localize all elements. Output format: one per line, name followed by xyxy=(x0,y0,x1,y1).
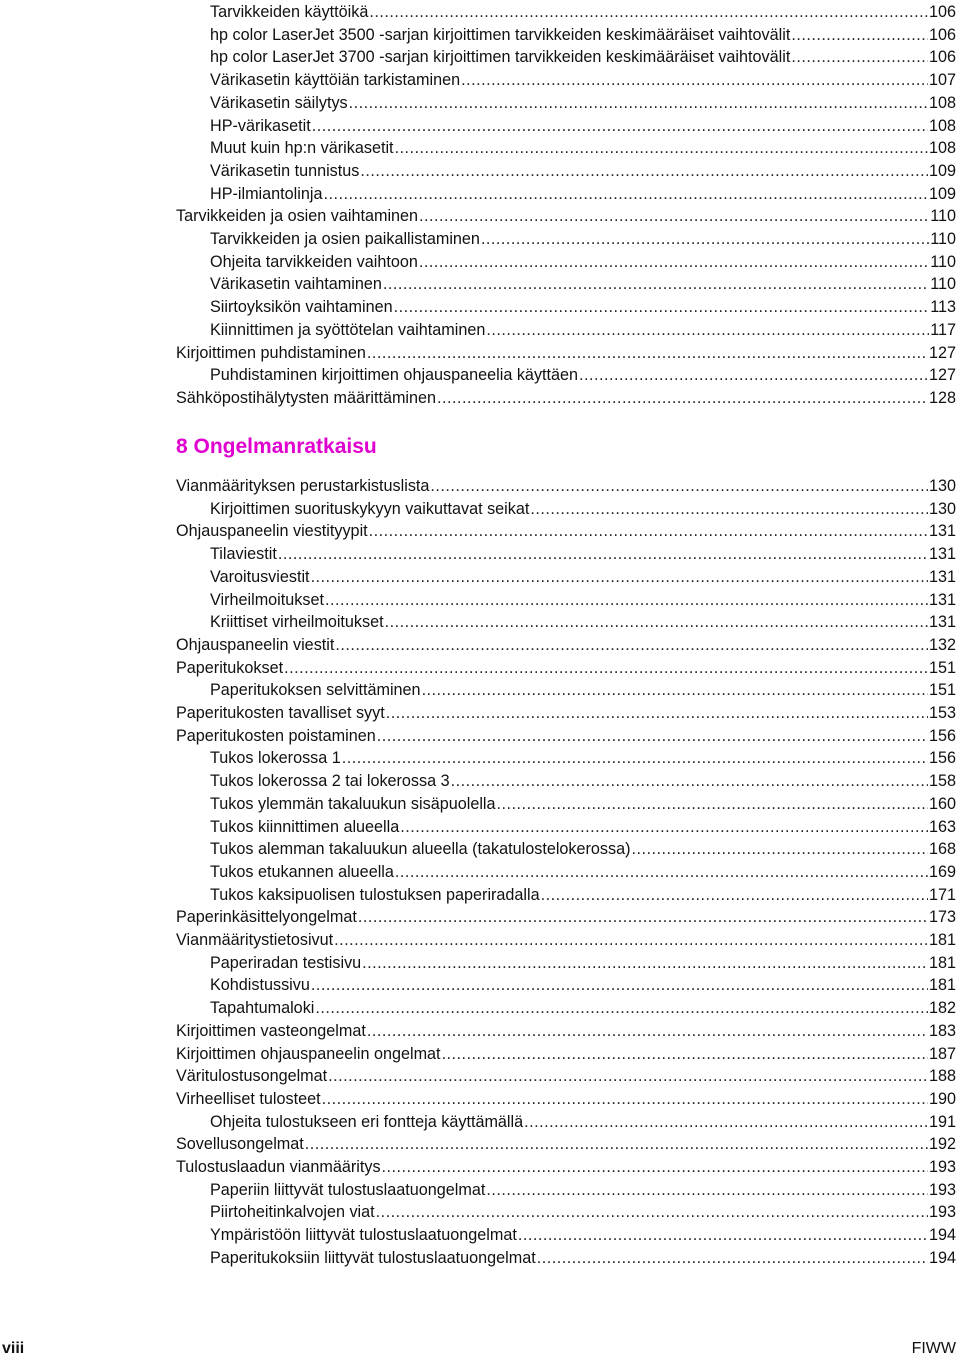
footer-page-number: viii xyxy=(2,1340,25,1357)
toc-entry-page: 191 xyxy=(928,1112,956,1131)
toc-entry[interactable] xyxy=(210,22,956,44)
dot-leader xyxy=(328,1067,928,1085)
dot-leader xyxy=(481,230,929,248)
dot-leader xyxy=(383,275,929,293)
toc-entry-page: 188 xyxy=(928,1067,956,1086)
toc-entry-title: Piirtoheitinkalvojen viat xyxy=(210,1203,375,1222)
toc-entry-title: Siirtoyksikön vaihtaminen xyxy=(210,298,393,317)
toc-entry-title: Paperitukosten poistaminen xyxy=(176,726,376,745)
dot-leader xyxy=(400,818,928,836)
toc-entry[interactable] xyxy=(176,927,956,949)
toc-entry[interactable] xyxy=(176,340,956,362)
dot-leader xyxy=(497,795,928,813)
toc-entry-page: 131 xyxy=(928,567,956,586)
toc-entry-page: 151 xyxy=(928,658,956,677)
toc-entry-title: Tilaviestit xyxy=(210,545,277,564)
toc-entry[interactable] xyxy=(210,90,956,112)
toc-entry-page: 127 xyxy=(928,343,956,362)
toc-entry-title: Värikasetin säilytys xyxy=(210,93,348,112)
dot-leader xyxy=(791,48,928,66)
toc-entry-title: Paperinkäsittelyongelmat xyxy=(176,908,357,927)
toc-entry[interactable] xyxy=(210,1109,956,1131)
toc-entry[interactable] xyxy=(176,1154,956,1176)
toc-entry[interactable] xyxy=(176,904,956,926)
dot-leader xyxy=(541,886,928,904)
toc-entry-title: Tukos ylemmän takaluukun sisäpuolella xyxy=(210,794,496,813)
toc-entry-title: Tukos kaksipuolisen tulostuksen paperiradalla xyxy=(210,885,540,904)
dot-leader xyxy=(376,1203,928,1221)
toc-entry-title: Paperiradan testisivu xyxy=(210,953,362,972)
toc-entry-page: 131 xyxy=(928,590,956,609)
toc-entry-title: HP-värikasetit xyxy=(210,116,311,135)
toc-entry-title: Värikasetin vaihtaminen xyxy=(210,275,382,294)
dot-leader xyxy=(382,1158,928,1176)
dot-leader xyxy=(579,366,928,384)
toc-entry-page: 182 xyxy=(928,999,956,1018)
toc-entry-page: 108 xyxy=(928,139,956,158)
dot-leader xyxy=(486,1181,928,1199)
toc-entry-page: 181 xyxy=(928,931,956,949)
toc-entry-title: Tukos lokerossa 2 tai lokerossa 3 xyxy=(210,772,450,791)
toc-entry[interactable] xyxy=(176,700,956,722)
toc-entry[interactable] xyxy=(210,1199,956,1221)
toc-entry-page: 106 xyxy=(928,48,956,67)
dot-leader xyxy=(632,840,928,858)
toc-entry-title: Ohjeita tarvikkeiden vaihtoon xyxy=(210,252,418,271)
toc-entry[interactable] xyxy=(210,745,956,767)
toc-entry[interactable] xyxy=(210,995,956,1017)
toc-entry[interactable] xyxy=(176,1041,956,1063)
toc-entry-title: Tukos lokerossa 1 xyxy=(210,749,341,768)
dot-leader xyxy=(311,976,928,994)
toc-entry[interactable] xyxy=(210,587,956,609)
toc-entry-title: Tarvikkeiden ja osien vaihtaminen xyxy=(176,207,419,226)
toc-entry-page: 110 xyxy=(930,252,956,271)
toc-entry-page: 173 xyxy=(928,908,956,927)
toc-entry-title: Ohjauspaneelin viestityypit xyxy=(176,522,368,541)
dot-leader xyxy=(537,1249,928,1267)
toc-entry-page: 131 xyxy=(928,545,956,564)
toc-entry-page: 128 xyxy=(928,388,956,407)
toc-entry-title: Kirjoittimen puhdistaminen xyxy=(176,343,366,362)
toc-entry-page: 160 xyxy=(928,794,956,813)
toc-entry-page: 110 xyxy=(930,275,956,294)
chapter-heading: 8 Ongelmanratkaisu xyxy=(176,435,377,458)
dot-leader xyxy=(362,954,928,972)
toc-entry-page: 158 xyxy=(928,772,956,791)
toc-entry[interactable] xyxy=(210,564,956,586)
toc-entry-page: 194 xyxy=(928,1248,956,1267)
toc-entry-title: Paperitukoksiin liittyvät tulostuslaatuongelmat xyxy=(210,1248,536,1267)
toc-entry-page: 132 xyxy=(928,635,956,654)
dot-leader xyxy=(377,727,928,745)
toc-entry[interactable] xyxy=(176,632,956,654)
toc-entry-title: Puhdistaminen kirjoittimen ohjauspaneelia käyttäen xyxy=(210,366,579,385)
toc-entry-title: Varoitusviestit xyxy=(210,567,310,586)
dot-leader xyxy=(367,1022,928,1040)
toc-entry-page: 109 xyxy=(928,161,956,180)
toc-entry-page: 168 xyxy=(928,840,956,859)
dot-leader xyxy=(315,999,928,1017)
toc-entry-title: hp color LaserJet 3500 -sarjan kirjoittimen tarvikkeiden keskimääräiset vaihtovälit xyxy=(210,25,791,44)
toc-entry[interactable] xyxy=(210,814,956,836)
toc-entry[interactable] xyxy=(210,972,956,994)
dot-leader xyxy=(325,591,928,609)
toc-entry-page: 113 xyxy=(930,298,956,317)
toc-entry-title: HP-ilmiantolinja xyxy=(210,184,323,203)
toc-entry[interactable] xyxy=(210,294,956,316)
toc-entry-title: Tarvikkeiden ja osien paikallistaminen xyxy=(210,230,480,248)
dot-leader xyxy=(312,117,928,135)
dot-leader xyxy=(278,545,928,563)
dot-leader xyxy=(323,185,928,203)
dot-leader xyxy=(349,94,928,112)
toc-entry-title: Värikasetin tunnistus xyxy=(210,161,360,180)
toc-entry-title: Vianmääritystietosivut xyxy=(176,931,334,949)
toc-entry-title: Ympäristöön liittyvät tulostuslaatuongelmat xyxy=(210,1226,517,1245)
dot-leader xyxy=(394,298,930,316)
dot-leader xyxy=(422,681,928,699)
toc-entry-title: Virheilmoitukset xyxy=(210,590,324,609)
toc-entry-page: 107 xyxy=(928,71,956,90)
dot-leader xyxy=(437,389,928,407)
dot-leader xyxy=(395,139,928,157)
dot-leader xyxy=(791,26,928,44)
dot-leader xyxy=(369,522,928,540)
toc-entry-title: hp color LaserJet 3700 -sarjan kirjoittimen tarvikkeiden keskimääräiset vaihtovälit xyxy=(210,48,791,67)
toc-entry-page: 169 xyxy=(928,862,956,881)
dot-leader xyxy=(305,1135,928,1153)
toc-entry[interactable] xyxy=(176,385,956,407)
toc-entry[interactable] xyxy=(210,158,956,180)
toc-entry[interactable] xyxy=(210,362,956,384)
footer-label: FIWW xyxy=(911,1340,956,1357)
toc-entry-title: Paperitukoksen selvittäminen xyxy=(210,681,421,700)
toc-entry-title: Tulostuslaadun vianmääritys xyxy=(176,1158,381,1176)
toc-entry[interactable] xyxy=(176,655,956,677)
toc-entry[interactable] xyxy=(176,518,956,540)
toc-entry[interactable] xyxy=(210,677,956,699)
toc-entry-title: Kirjoittimen vasteongelmat xyxy=(176,1021,366,1040)
toc-entry-title: Tarvikkeiden käyttöikä xyxy=(210,3,369,21)
dot-leader xyxy=(369,3,928,21)
toc-entry-page: 163 xyxy=(928,817,956,836)
toc-entry-title: Kohdistussivu xyxy=(210,976,310,995)
dot-leader xyxy=(385,613,928,631)
toc-entry-title: Tukos etukannen alueella xyxy=(210,862,394,881)
toc-entry-page: 106 xyxy=(928,25,956,44)
toc-entry-page: 193 xyxy=(928,1203,956,1222)
toc-entry[interactable] xyxy=(210,1177,956,1199)
toc-entry[interactable] xyxy=(176,1063,956,1085)
dot-leader xyxy=(461,71,928,89)
dot-leader xyxy=(524,1113,928,1131)
toc-entry-title: Vianmäärityksen perustarkistuslista xyxy=(176,477,430,495)
toc-entry-title: Paperitukosten tavalliset syyt xyxy=(176,704,385,722)
toc-entry-page: 106 xyxy=(928,3,956,21)
toc-entry-page: 110 xyxy=(930,207,956,226)
toc-entry-title: Värikasetin käyttöiän tarkistaminen xyxy=(210,71,461,90)
dot-leader xyxy=(311,568,928,586)
dot-leader xyxy=(358,908,928,926)
toc-entry-title: Kiinnittimen ja syöttötelan vaihtaminen xyxy=(210,320,486,339)
toc-entry-title: Sähköpostihälytysten määrittäminen xyxy=(176,388,437,407)
toc-entry-title: Tapahtumaloki xyxy=(210,999,315,1018)
dot-leader xyxy=(530,500,928,518)
toc-entry[interactable] xyxy=(210,271,956,293)
toc-entry-page: 192 xyxy=(928,1135,956,1154)
toc-entry-title: Sovellusongelmat xyxy=(176,1135,304,1154)
dot-leader xyxy=(335,636,928,654)
toc-entry-page: 193 xyxy=(928,1180,956,1199)
toc-entry-page: 108 xyxy=(928,116,956,135)
dot-leader xyxy=(486,321,929,339)
toc-entry-title: Kirjoittimen suorituskykyyn vaikuttavat seikat xyxy=(210,499,530,518)
dot-leader xyxy=(419,207,929,225)
toc-entry-title: Väritulostusongelmat xyxy=(176,1067,328,1086)
toc-entry-page: 171 xyxy=(928,885,956,904)
toc-entry[interactable] xyxy=(210,44,956,66)
toc-entry[interactable] xyxy=(210,317,956,339)
toc-entry[interactable] xyxy=(210,249,956,271)
dot-leader xyxy=(367,344,928,362)
dot-leader xyxy=(334,931,928,949)
toc-entry-page: 131 xyxy=(928,613,956,632)
toc-entry-page: 127 xyxy=(928,366,956,385)
toc-entry[interactable] xyxy=(210,836,956,858)
toc-entry-page: 181 xyxy=(928,953,956,972)
toc-entry[interactable] xyxy=(176,1018,956,1040)
toc-entry[interactable] xyxy=(210,113,956,135)
toc-entry[interactable] xyxy=(176,723,956,745)
toc-entry-page: 156 xyxy=(928,749,956,768)
toc-entry[interactable] xyxy=(176,203,956,225)
dot-leader xyxy=(386,704,928,722)
toc-entry-page: 108 xyxy=(928,93,956,112)
toc-entry-page: 187 xyxy=(928,1044,956,1063)
toc-entry-title: Paperitukokset xyxy=(176,658,284,677)
toc-entry-page: 181 xyxy=(928,976,956,995)
toc-entry-page: 110 xyxy=(930,230,956,248)
toc-entry-page: 130 xyxy=(928,477,956,495)
toc-entry-page: 109 xyxy=(928,184,956,203)
toc-entry-page: 130 xyxy=(928,499,956,518)
dot-leader xyxy=(395,863,928,881)
dot-leader xyxy=(442,1045,928,1063)
dot-leader xyxy=(360,162,928,180)
toc-entry-title: Kriittiset virheilmoitukset xyxy=(210,613,384,632)
toc-entry-page: 151 xyxy=(928,681,956,700)
dot-leader xyxy=(284,659,928,677)
toc-entry-page: 117 xyxy=(930,320,956,339)
toc-entry[interactable] xyxy=(210,1222,956,1244)
toc-entry-title: Virheelliset tulosteet xyxy=(176,1089,321,1108)
toc-entry[interactable] xyxy=(210,791,956,813)
toc-entry[interactable] xyxy=(210,135,956,157)
toc-entry[interactable] xyxy=(176,473,956,495)
toc-entry[interactable] xyxy=(210,67,956,89)
toc-entry[interactable] xyxy=(210,0,956,21)
toc-entry[interactable] xyxy=(210,609,956,631)
toc-entry[interactable] xyxy=(210,181,956,203)
toc-entry-title: Ohjauspaneelin viestit xyxy=(176,635,335,654)
dot-leader xyxy=(430,477,928,495)
toc-entry[interactable] xyxy=(210,496,956,518)
toc-entry-page: 193 xyxy=(928,1158,956,1176)
toc-entry-page: 131 xyxy=(928,522,956,541)
dot-leader xyxy=(342,749,928,767)
toc-entry[interactable] xyxy=(210,882,956,904)
toc-entry-title: Tukos alemman takaluukun alueella (takatulostelokerossa) xyxy=(210,840,631,859)
dot-leader xyxy=(419,253,929,271)
toc-entry-page: 190 xyxy=(928,1089,956,1108)
toc-entry[interactable] xyxy=(210,859,956,881)
toc-entry-title: Muut kuin hp:n värikasetit xyxy=(210,139,394,158)
toc-entry-page: 194 xyxy=(928,1226,956,1245)
toc-entry-page: 153 xyxy=(928,704,956,722)
toc-entry[interactable] xyxy=(210,226,956,248)
toc-entry-title: Kirjoittimen ohjauspaneelin ongelmat xyxy=(176,1044,441,1063)
toc-entry[interactable] xyxy=(210,768,956,790)
dot-leader xyxy=(322,1090,928,1108)
toc-entry-page: 183 xyxy=(928,1021,956,1040)
toc-entry-title: Paperiin liittyvät tulostuslaatuongelmat xyxy=(210,1180,486,1199)
dot-leader xyxy=(451,772,928,790)
toc-entry-title: Ohjeita tulostukseen eri fontteja käyttämällä xyxy=(210,1112,524,1131)
toc-entry[interactable] xyxy=(210,950,956,972)
toc-entry[interactable] xyxy=(210,1245,956,1267)
toc-entry[interactable] xyxy=(176,1131,956,1153)
toc-entry-page: 156 xyxy=(928,726,956,745)
dot-leader xyxy=(518,1226,928,1244)
toc-entry-title: Tukos kiinnittimen alueella xyxy=(210,817,400,836)
toc-entry[interactable] xyxy=(210,541,956,563)
toc-entry[interactable] xyxy=(176,1086,956,1108)
